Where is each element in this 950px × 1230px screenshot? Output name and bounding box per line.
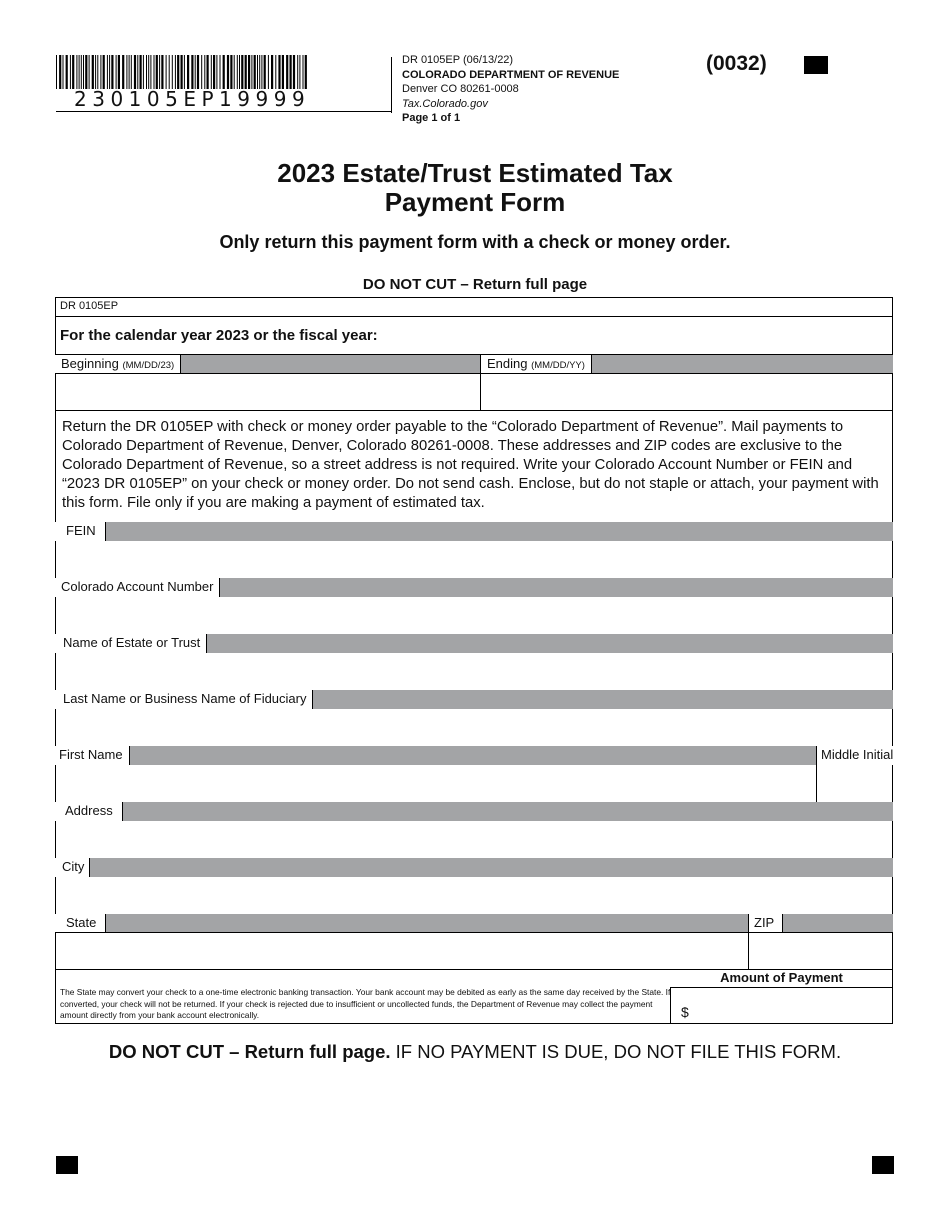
registration-mark-bottom-right [872, 1156, 894, 1174]
barcode-image [56, 55, 308, 89]
city-input[interactable] [56, 877, 892, 914]
beginning-date-input[interactable] [56, 374, 480, 410]
amount-input[interactable] [692, 988, 892, 1023]
zip-input[interactable] [749, 933, 892, 969]
account-number-input[interactable] [56, 597, 892, 634]
page-title [0, 159, 950, 217]
middle-initial-input[interactable] [817, 765, 892, 802]
footer-bold: DO NOT CUT – Return full page. [108, 1041, 391, 1062]
field-bar [55, 802, 893, 821]
dollar-sign: $ [681, 1004, 689, 1020]
state-label: State [55, 914, 106, 932]
do-not-cut-notice: DO NOT CUT – Return full page [362, 276, 588, 293]
title-line-2: Payment Form [384, 187, 566, 217]
divider [55, 316, 893, 317]
beginning-label: Beginning (MM/DD/23) [55, 355, 181, 373]
form-label: DR 0105EP [60, 300, 119, 312]
field-bar [55, 858, 893, 877]
instructions-text: Return the DR 0105EP with check or money order payable to the “Colorado Department of Revenue”. Mail payments to Colorado Department of Revenue, Denver, Colorado 80261-0008. These addresses and ZIP codes are exclusive to the Colorado Department of Revenue, so a street address is not required. Write your Colorado Account Number or FEIN and “2023 DR 0105EP” on your check or money order. Do not send cash. Enclose, but do not staple or attach, your payment with this form. File only if you are making a payment of estimated tax. [62, 419, 879, 511]
field-bar [55, 746, 893, 765]
estate-name-label: Name of Estate or Trust [55, 634, 207, 653]
barcode-number: 230105EP19999 [74, 87, 311, 111]
title-line-1: 2023 Estate/Trust Estimated Tax [277, 158, 673, 188]
fiduciary-name-input[interactable] [56, 709, 892, 746]
address-input[interactable] [56, 821, 892, 858]
form-revision: DR 0105EP (06/13/22) [402, 54, 514, 66]
fine-print: The State may convert your check to a one-time electronic banking transaction. Your bank account may be debited as early as the same day received by the State. If converted, your check will not be returned. If your check is rejected due to insufficient or uncollected funds, the Department of Revenue may collect the payment amount directly from your bank account electronically. [60, 987, 671, 1021]
agency-website: Tax.Colorado.gov [402, 97, 488, 110]
divider [55, 410, 893, 411]
page-count: Page 1 of 1 [402, 112, 461, 124]
estate-name-input[interactable] [56, 653, 892, 690]
ending-date-input[interactable] [481, 374, 892, 410]
subtitle: Only return this payment form with a check or money order. [219, 232, 731, 252]
fein-input[interactable] [56, 541, 892, 578]
first-name-input[interactable] [56, 765, 815, 802]
header-info [402, 53, 619, 126]
footer-normal: IF NO PAYMENT IS DUE, DO NOT FILE THIS FORM. [395, 1041, 842, 1062]
ending-label: Ending (MM/DD/YY) [481, 355, 592, 373]
address-label: Address [55, 802, 123, 821]
city-label: City [55, 858, 90, 877]
state-input[interactable] [56, 933, 747, 969]
barcode-underline [56, 111, 392, 112]
agency-name: COLORADO DEPARTMENT OF REVENUE [402, 68, 620, 81]
registration-mark-top [804, 56, 828, 74]
header-divider [391, 57, 392, 113]
middle-initial-label: Middle Initial [816, 746, 893, 765]
footer-notice [0, 1041, 950, 1063]
amount-label: Amount of Payment [720, 970, 843, 985]
zip-label: ZIP [749, 914, 783, 932]
fein-label: FEIN [55, 522, 106, 541]
calendar-year-heading: For the calendar year 2023 or the fiscal year: [60, 327, 378, 344]
registration-mark-bottom-left [56, 1156, 78, 1174]
form-code: (0032) [706, 52, 767, 75]
first-name-label: First Name [55, 746, 130, 765]
account-number-label: Colorado Account Number [55, 578, 220, 597]
agency-address: Denver CO 80261-0008 [402, 83, 519, 95]
fiduciary-name-label: Last Name or Business Name of Fiduciary [55, 690, 313, 709]
field-bar [55, 522, 893, 541]
